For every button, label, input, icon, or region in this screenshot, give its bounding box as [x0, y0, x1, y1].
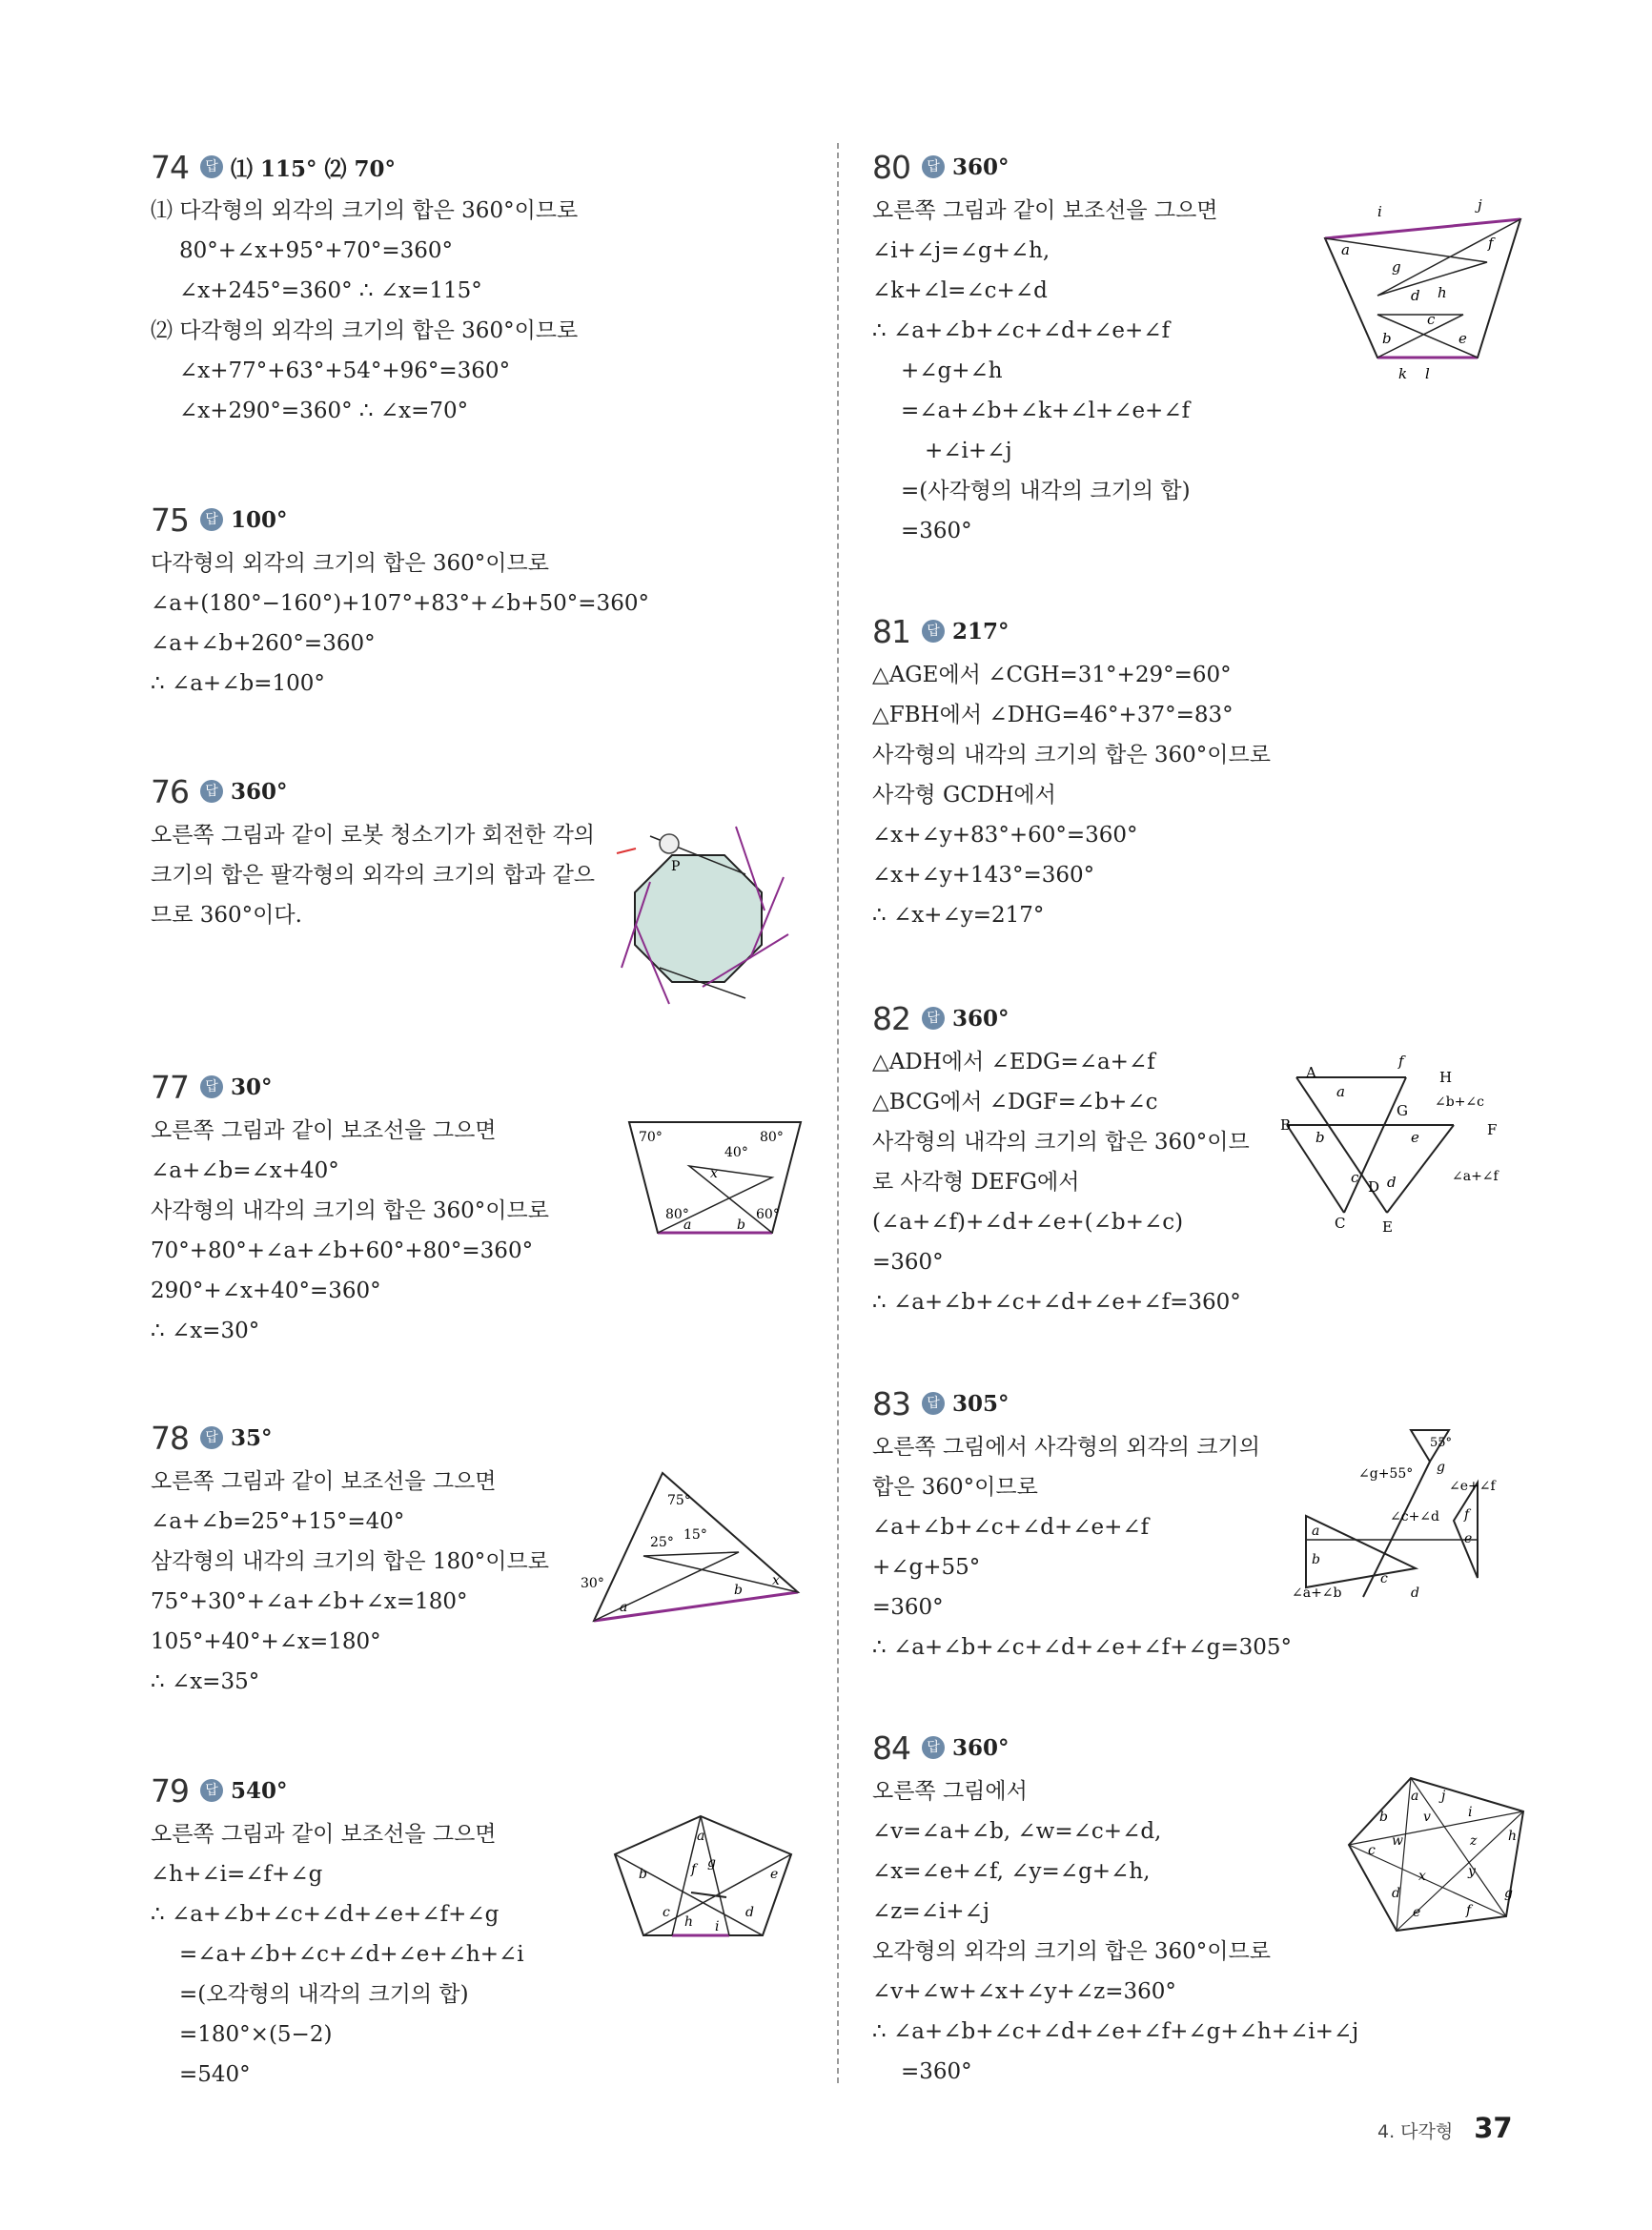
solution-line: ⑴ 다각형의 외각의 크기의 합은 360°이므로 [151, 198, 579, 223]
fig-label: c [1380, 1571, 1388, 1586]
solution-line: =360° [872, 1595, 944, 1620]
problem-number: 76 [151, 772, 189, 810]
problem-81 [872, 607, 1540, 935]
solution-line: 오른쪽 그림과 같이 보조선을 그으면 [872, 198, 1218, 223]
fig-label: 80° [760, 1130, 784, 1145]
robot-cleaner-icon [660, 834, 679, 853]
solution-line: 오른쪽 그림과 같이 보조선을 그으면 [151, 1822, 497, 1847]
solution-line: 오른쪽 그림과 같이 보조선을 그으면 [151, 1469, 497, 1494]
problem-number: 78 [151, 1419, 189, 1457]
fig-label: 70° [639, 1130, 663, 1145]
figure-78-triangle [577, 1468, 806, 1626]
fig-label: 75° [667, 1493, 691, 1508]
solution-line: ∠v+∠w+∠x+∠y+∠z=360° [872, 1979, 1176, 2004]
solution-line: 므로 360°이다. [151, 903, 302, 928]
fig-label: b [737, 1217, 745, 1233]
figure-76-octagon [612, 815, 803, 1006]
fig-label: 55° [1430, 1436, 1453, 1450]
solution-line: 합은 360°이므로 [872, 1475, 1038, 1500]
fig-label: C [1335, 1215, 1346, 1232]
answer-value: 35° [231, 1424, 273, 1451]
answer-badge: 답 [200, 1779, 223, 1802]
answer-badge: 답 [922, 620, 945, 643]
figure-82 [1273, 1049, 1530, 1239]
fig-label: g [707, 1855, 716, 1871]
fig-label: h [1438, 284, 1447, 301]
solution-line: =∠a+∠b+∠k+∠l+∠e+∠f [901, 399, 1191, 423]
fig-label: b [1312, 1552, 1320, 1567]
solution-line: 오른쪽 그림에서 [872, 1779, 1028, 1804]
answer-badge: 답 [922, 155, 945, 178]
answer-value: 360° [952, 1734, 1010, 1761]
solution-line: ∠x=∠e+∠f, ∠y=∠g+∠h, [872, 1859, 1151, 1884]
fig-label: j [1478, 196, 1482, 214]
fig-label: w [1392, 1833, 1403, 1849]
solution-line: 105°+40°+∠x=180° [151, 1629, 381, 1654]
fig-label: b [1382, 330, 1392, 347]
solution-line: =360° [872, 1250, 944, 1275]
solution-line: 80°+∠x+95°+70°=360° [179, 238, 454, 263]
answer-value: 540° [231, 1777, 288, 1804]
solution-line: ∠z=∠i+∠j [872, 1899, 989, 1924]
fig-label: b [639, 1867, 647, 1882]
problem-number: 82 [872, 999, 910, 1037]
solution-line: ∠h+∠i=∠f+∠g [151, 1862, 323, 1887]
solution-line: ∠x+77°+63°+54°+96°=360° [179, 358, 511, 383]
solution-line: ∠x+∠y+143°=360° [872, 863, 1095, 888]
fig-label: b [734, 1583, 743, 1598]
solution-line: 다각형의 외각의 크기의 합은 360°이므로 [151, 551, 549, 576]
solution-line: +∠i+∠j [925, 439, 1012, 463]
fig-label: d [1392, 1886, 1400, 1901]
solution-line: 오른쪽 그림에서 사각형의 외각의 크기의 [872, 1435, 1260, 1460]
solution-line: ∠x+290°=360° ∴ ∠x=70° [179, 399, 469, 423]
fig-label: a [1336, 1083, 1345, 1100]
fig-label: i [715, 1919, 720, 1934]
problem-number: 77 [151, 1068, 189, 1106]
answer-badge: 답 [200, 155, 223, 178]
answer-value: 360° [231, 778, 288, 805]
solution-line: ∴ ∠a+∠b+∠c+∠d+∠e+∠f+∠g=305° [872, 1635, 1293, 1660]
solution-line: ∴ ∠a+∠b+∠c+∠d+∠e+∠f+∠g+∠h+∠i+∠j [872, 2019, 1359, 2044]
column-divider [837, 143, 839, 2083]
solution-line: ∴ ∠a+∠b+∠c+∠d+∠e+∠f=360° [872, 1290, 1241, 1315]
solution-line: ∴ ∠a+∠b+∠c+∠d+∠e+∠f [872, 318, 1171, 343]
fig-label: 15° [683, 1527, 707, 1543]
fig-label: d [1411, 287, 1420, 304]
fig-label: x [1418, 1869, 1426, 1884]
solution-line: 삼각형의 내각의 크기의 합은 180°이므로 [151, 1549, 549, 1574]
fig-label: ∠e+∠f [1449, 1479, 1496, 1494]
fig-label: l [1425, 365, 1430, 382]
fig-label: E [1382, 1218, 1393, 1236]
fig-label: e [1411, 1129, 1419, 1146]
fig-label: c [1368, 1843, 1376, 1858]
fig-label: e [1413, 1905, 1421, 1920]
fig-label: c [1427, 311, 1436, 328]
problem-number: 79 [151, 1771, 189, 1810]
solution-line: ∠a+∠b=25°+15°=40° [151, 1509, 405, 1534]
fig-label: h [684, 1914, 694, 1930]
problem-number: 80 [872, 148, 910, 186]
fig-label: a [1411, 1789, 1419, 1804]
fig-label: x [710, 1166, 718, 1181]
fig-label: ∠b+∠c [1435, 1095, 1484, 1110]
fig-label: 30° [581, 1576, 604, 1591]
solution-line: 290°+∠x+40°=360° [151, 1279, 381, 1303]
solution-line: 오른쪽 그림과 같이 보조선을 그으면 [151, 1118, 497, 1143]
solution-line: 사각형의 내각의 크기의 합은 360°이므로 [151, 1198, 549, 1223]
fig-label: x [772, 1573, 780, 1588]
fig-label: i [1377, 203, 1382, 220]
solution-line: =360° [901, 519, 972, 543]
problem-number: 75 [151, 501, 189, 539]
fig-label: i [1468, 1805, 1473, 1820]
fig-label: A [1306, 1064, 1316, 1081]
answer-value: ⑴ 115° ⑵ 70° [231, 155, 397, 182]
fig-label: e [1458, 330, 1467, 347]
solution-line: ∠x+∠y+83°+60°=360° [872, 823, 1138, 848]
fig-label: 60° [756, 1207, 780, 1222]
solution-line: ∴ ∠x=35° [151, 1669, 260, 1694]
solution-line: △FBH에서 ∠DHG=46°+37°=83° [872, 703, 1234, 727]
fig-label: g [1504, 1886, 1513, 1901]
solution-line: ∠a+∠b+260°=360° [151, 631, 376, 656]
fig-label: a [697, 1829, 705, 1844]
solution-line: △ADH에서 ∠EDG=∠a+∠f [872, 1050, 1155, 1074]
answer-value: 305° [952, 1390, 1010, 1417]
fig-label: j [1441, 1789, 1446, 1804]
answer-badge: 답 [922, 1736, 945, 1759]
problem-number: 83 [872, 1384, 910, 1422]
fig-label: e [770, 1867, 779, 1882]
solution-line: 70°+80°+∠a+∠b+60°+80°=360° [151, 1238, 534, 1263]
solution-line: ∠i+∠j=∠g+∠h, [872, 238, 1050, 263]
fig-label: H [1439, 1069, 1453, 1086]
fig-label: c [663, 1905, 670, 1920]
solution-line: 로 사각형 DEFG에서 [872, 1170, 1080, 1195]
solution-line: ⑵ 다각형의 외각의 크기의 합은 360°이므로 [151, 318, 579, 343]
solution-line: 사각형의 내각의 크기의 합은 360°이므 [872, 1130, 1250, 1155]
page-number: 37 [1474, 2112, 1513, 2144]
fig-label: g [1437, 1460, 1445, 1475]
solution-line: 75°+30°+∠a+∠b+∠x=180° [151, 1589, 468, 1614]
answer-value: 100° [231, 506, 288, 533]
solution-line: 크기의 합은 팔각형의 외각의 크기의 합과 같으 [151, 863, 596, 888]
page-footer [1377, 2112, 1513, 2144]
solution-line: (∠a+∠f)+∠d+∠e+(∠b+∠c) [872, 1210, 1184, 1235]
fig-label: ∠a+∠f [1452, 1169, 1499, 1184]
fig-label: a [1341, 241, 1350, 258]
fig-label: D [1368, 1178, 1380, 1196]
answer-value: 217° [952, 618, 1010, 644]
solution-line: 오른쪽 그림과 같이 로봇 청소기가 회전한 각의 [151, 823, 596, 848]
figure-80 [1320, 195, 1530, 386]
solution-line: ∠v=∠a+∠b, ∠w=∠c+∠d, [872, 1819, 1162, 1844]
problem-number: 81 [872, 612, 910, 650]
figure-79-pentagon [610, 1811, 801, 1950]
fig-label: v [1423, 1810, 1431, 1825]
problem-74 [151, 143, 818, 431]
solution-line: ∴ ∠a+∠b+∠c+∠d+∠e+∠f+∠g [151, 1902, 500, 1927]
solution-line: △BCG에서 ∠DGF=∠b+∠c [872, 1090, 1158, 1115]
solution-line: 사각형 GCDH에서 [872, 783, 1056, 808]
fig-label: d [1411, 1586, 1419, 1601]
fig-label: f [1464, 1507, 1470, 1523]
fig-label: b [1379, 1810, 1388, 1825]
solution-line: =(사각형의 내각의 크기의 합) [901, 479, 1191, 503]
solution-line: ∠a+∠b+∠c+∠d+∠e+∠f [872, 1515, 1150, 1540]
solution-line: ∠k+∠l=∠c+∠d [872, 278, 1048, 303]
answer-value: 360° [952, 153, 1010, 180]
fig-label: ∠a+∠b [1292, 1586, 1342, 1601]
chapter-label: 4. 다각형 [1377, 2121, 1454, 2142]
fig-label: h [1508, 1829, 1518, 1844]
solution-line: 오각형의 외각의 크기의 합은 360°이므로 [872, 1939, 1271, 1964]
figure-83 [1287, 1425, 1530, 1616]
solution-line: =540° [179, 2062, 251, 2087]
figure-84 [1344, 1773, 1530, 1935]
solution-line: ∴ ∠x=30° [151, 1319, 260, 1343]
fig-label: a [683, 1217, 692, 1233]
fig-label: a [1312, 1524, 1320, 1539]
answer-badge: 답 [200, 508, 223, 531]
fig-label: 40° [724, 1145, 748, 1160]
solution-line: =180°×(5−2) [179, 2022, 333, 2047]
fig-label: d [1387, 1174, 1397, 1191]
fig-label: k [1398, 365, 1408, 382]
solution-line: ∠a+(180°−160°)+107°+83°+∠b+50°=360° [151, 591, 649, 616]
solution-line: =360° [901, 2059, 972, 2084]
fig-label: c [1351, 1169, 1359, 1186]
fig-label: 25° [650, 1535, 674, 1550]
solution-line: +∠g+55° [872, 1555, 981, 1580]
solution-line: =(오각형의 내각의 크기의 합) [179, 1982, 469, 2007]
fig-label: z [1470, 1833, 1478, 1849]
answer-badge: 답 [922, 1007, 945, 1030]
answer-value: 360° [952, 1005, 1010, 1032]
figure-77-trapezoid [624, 1111, 806, 1239]
solution-line: △AGE에서 ∠CGH=31°+29°=60° [872, 663, 1232, 687]
solution-line: ∴ ∠a+∠b=100° [151, 671, 325, 696]
answer-badge: 답 [200, 780, 223, 803]
fig-label: f [1488, 235, 1494, 252]
fig-label: f [1466, 1903, 1472, 1918]
solution-line: 사각형의 내각의 크기의 합은 360°이므로 [872, 743, 1271, 767]
solution-line: +∠g+∠h [901, 358, 1003, 383]
problem-number: 84 [872, 1729, 910, 1767]
fig-label: G [1397, 1102, 1408, 1119]
solution-line: ∠x+245°=360° ∴ ∠x=115° [179, 278, 482, 303]
fig-label: ∠g+55° [1358, 1466, 1414, 1482]
fig-label: b [1315, 1129, 1325, 1146]
fig-label: F [1487, 1121, 1498, 1138]
fig-label: a [620, 1600, 628, 1615]
fig-label: e [1464, 1531, 1473, 1546]
fig-label: d [745, 1905, 754, 1920]
fig-label: P [671, 859, 681, 874]
answer-value: 30° [231, 1074, 273, 1100]
answer-badge: 답 [200, 1426, 223, 1449]
solution-line: ∠a+∠b=∠x+40° [151, 1158, 339, 1183]
fig-label: g [1392, 258, 1401, 276]
fig-label: 80° [665, 1207, 689, 1222]
fig-label: f [1398, 1053, 1404, 1070]
fig-label: f [691, 1862, 697, 1877]
solution-line: ∴ ∠x+∠y=217° [872, 903, 1045, 928]
answer-badge: 답 [922, 1392, 945, 1415]
problem-75 [151, 496, 818, 704]
fig-label: B [1280, 1116, 1292, 1134]
answer-badge: 답 [200, 1075, 223, 1098]
solution-line: =∠a+∠b+∠c+∠d+∠e+∠h+∠i [179, 1942, 524, 1967]
problem-number: 74 [151, 148, 189, 186]
fig-label: y [1468, 1864, 1476, 1879]
fig-label: ∠c+∠d [1390, 1509, 1439, 1524]
